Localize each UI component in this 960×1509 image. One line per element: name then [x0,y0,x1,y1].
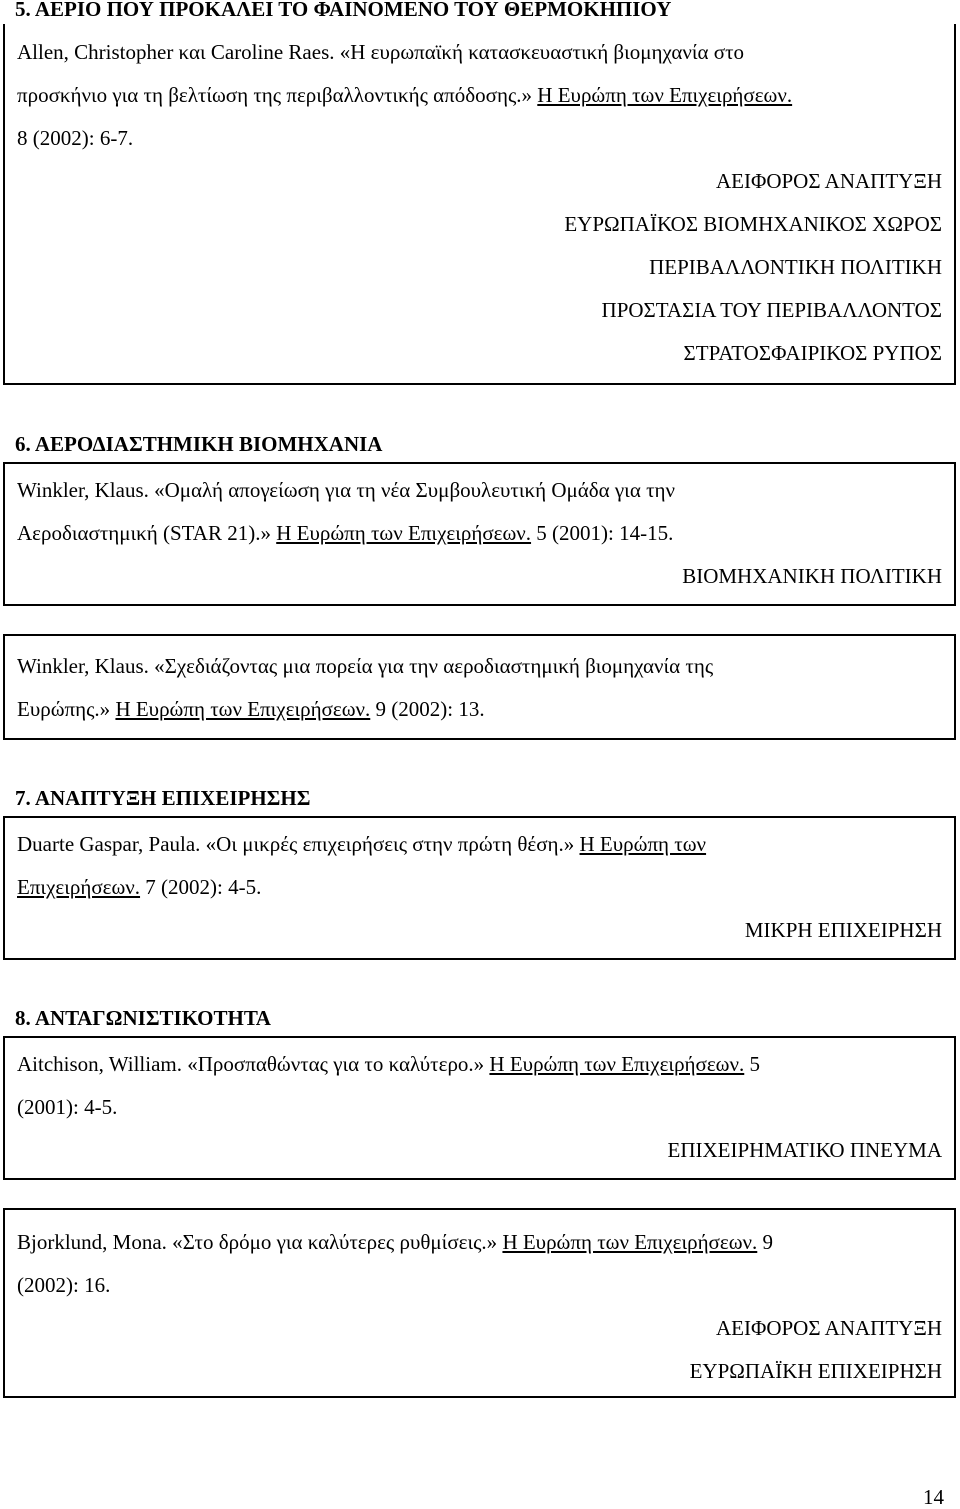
journal-title: Η Ευρώπη των Επιχειρήσεων. [276,521,532,545]
entry-citation-line [17,1052,760,1076]
citation-text: 5 (2001): 14-15. [531,521,674,545]
citation-text: Duarte Gaspar, Paula. «Οι μικρές επιχειρήσεις στην πρώτη θέση.» [17,832,580,856]
section-heading-8: 8. ΑΝΤΑΓΩΝΙΣΤΙΚΟΤΗΤΑ [15,1006,271,1030]
entry-citation-line [17,875,261,899]
entry-citation-line [17,521,673,545]
keyword: ΕΠΙΧΕΙΡΗΜΑΤΙΚΟ ΠΝΕΥΜΑ [667,1138,942,1162]
journal-title: Η Ευρώπη των Επιχειρήσεων. [502,1230,758,1254]
journal-title: Η Ευρώπη των Επιχειρήσεων. [115,697,371,721]
keyword: ΑΕΙΦΟΡΟΣ ΑΝΑΠΤΥΞΗ [716,1316,942,1340]
citation-text: 7 (2002): 4-5. [140,875,262,899]
bibliography-entry [3,24,956,385]
bibliography-entry [3,816,956,960]
entry-citation-line [17,1230,773,1254]
entry-citation-line: 8 (2002): 6-7. [17,126,134,150]
entry-citation-line: (2001): 4-5. [17,1095,118,1119]
citation-text: 5 [744,1052,760,1076]
bibliography-entry [3,1208,956,1398]
section-heading-7: 7. ΑΝΑΠΤΥΞΗ ΕΠΙΧΕΙΡΗΣΗΣ [15,786,311,810]
keyword: ΠΕΡΙΒΑΛΛΟΝΤΙΚΗ ΠΟΛΙΤΙΚΗ [649,255,942,279]
citation-text: 9 (2002): 13. [370,697,485,721]
citation-text: Ευρώπης.» [17,697,116,721]
journal-title: Επιχειρήσεων. [17,875,141,899]
citation-text: Aitchison, William. «Προσπαθώντας για το καλύτερο.» [17,1052,490,1076]
bibliography-entry [3,1036,956,1180]
entry-citation-line [17,832,706,856]
page-number: 14 [923,1485,944,1509]
citation-text: Bjorklund, Mona. «Στο δρόμο για καλύτερες ρυθμίσεις.» [17,1230,503,1254]
keyword: ΣΤΡΑΤΟΣΦΑΙΡΙΚΟΣ ΡΥΠΟΣ [683,341,942,365]
entry-citation-line: Winkler, Klaus. «Ομαλή απογείωση για τη νέα Συμβουλευτική Ομάδα για την [17,478,675,502]
entry-citation-line: (2002): 16. [17,1273,111,1297]
citation-text: 9 [757,1230,774,1254]
section-heading-5: 5. ΑΕΡΙΟ ΠΟΥ ΠΡΟΚΑΛΕΙ ΤΟ ΦΑΙΝΟΜΕΝΟ ΤΟΥ ΘΕΡΜΟΚΗΠΙΟΥ [15,0,672,21]
journal-title: Η Ευρώπη των [579,832,707,856]
citation-text: προσκήνιο για τη βελτίωση της περιβαλλοντικής απόδοσης.» [17,83,538,107]
keyword: ΒΙΟΜΗΧΑΝΙΚΗ ΠΟΛΙΤΙΚΗ [682,564,942,588]
entry-citation-line [17,83,792,107]
citation-text: Αεροδιαστημική (STAR 21).» [17,521,277,545]
section-heading-6: 6. ΑΕΡΟΔΙΑΣΤΗΜΙΚΗ ΒΙΟΜΗΧΑΝΙΑ [15,432,383,456]
keyword: ΑΕΙΦΟΡΟΣ ΑΝΑΠΤΥΞΗ [716,169,942,193]
bibliography-entry [3,634,956,740]
bibliography-entry [3,462,956,606]
keyword: ΕΥΡΩΠΑΪΚΗ ΕΠΙΧΕΙΡΗΣΗ [689,1359,942,1383]
keyword: ΠΡΟΣΤΑΣΙΑ ΤΟΥ ΠΕΡΙΒΑΛΛΟΝΤΟΣ [601,298,942,322]
keyword: ΕΥΡΩΠΑΪΚΟΣ ΒΙΟΜΗΧΑΝΙΚΟΣ ΧΩΡΟΣ [564,212,942,236]
entry-citation-line: Allen, Christopher και Caroline Raes. «Η ευρωπαϊκή κατασκευαστική βιομηχανία στο [17,40,745,64]
journal-title: Η Ευρώπη των Επιχειρήσεων. [489,1052,745,1076]
entry-citation-line: Winkler, Klaus. «Σχεδιάζοντας μια πορεία για την αεροδιαστημική βιομηχανία της [17,654,714,678]
keyword: ΜΙΚΡΗ ΕΠΙΧΕΙΡΗΣΗ [744,918,942,942]
entry-citation-line [17,697,485,721]
journal-title: Η Ευρώπη των Επιχειρήσεων. [537,83,793,107]
